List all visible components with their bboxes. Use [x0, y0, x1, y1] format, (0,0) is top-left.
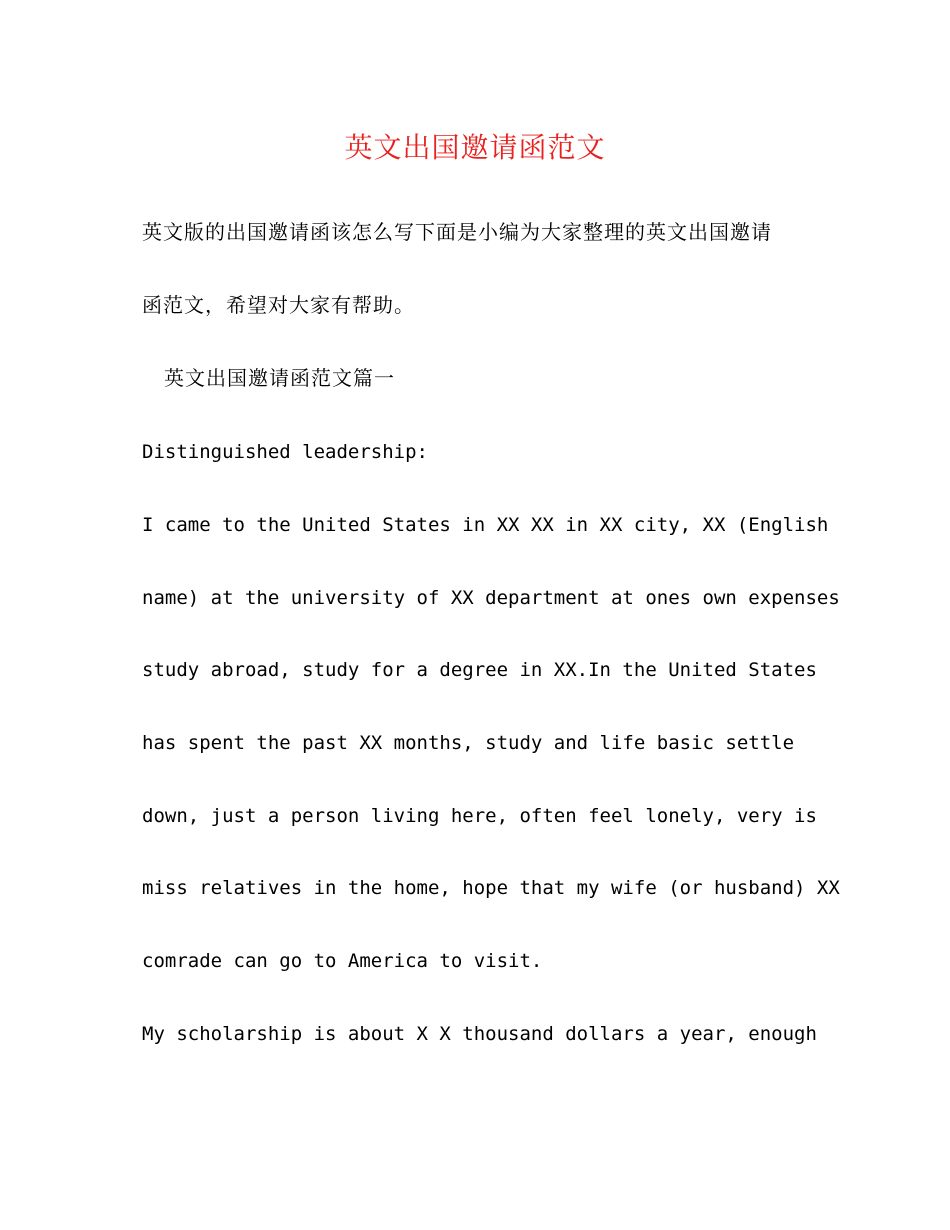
body-line: I came to the United States in XX XX in XX city, XX (English	[142, 514, 829, 536]
intro-line: 英文版的出国邀请函该怎么写下面是小编为大家整理的英文出国邀请	[142, 220, 772, 244]
body-line: name) at the university of XX department at ones own expenses	[142, 587, 840, 609]
body-line: has spent the past XX months, study and life basic settle	[142, 732, 795, 754]
section-heading: 英文出国邀请函范文篇一	[164, 366, 395, 390]
body-line: My scholarship is about X X thousand dollars a year, enough	[142, 1023, 817, 1045]
body-line: miss relatives in the home, hope that my wife (or husband) XX	[142, 877, 840, 899]
body-line: study abroad, study for a degree in XX.In the United States	[142, 659, 817, 681]
body-line: comrade can go to America to visit.	[142, 950, 543, 972]
intro-line: 函范文，希望对大家有帮助。	[142, 293, 415, 317]
body-line: down, just a person living here, often feel lonely, very is	[142, 805, 817, 827]
document-title: 英文出国邀请函范文	[344, 131, 606, 164]
body-line: Distinguished leadership:	[142, 441, 428, 463]
